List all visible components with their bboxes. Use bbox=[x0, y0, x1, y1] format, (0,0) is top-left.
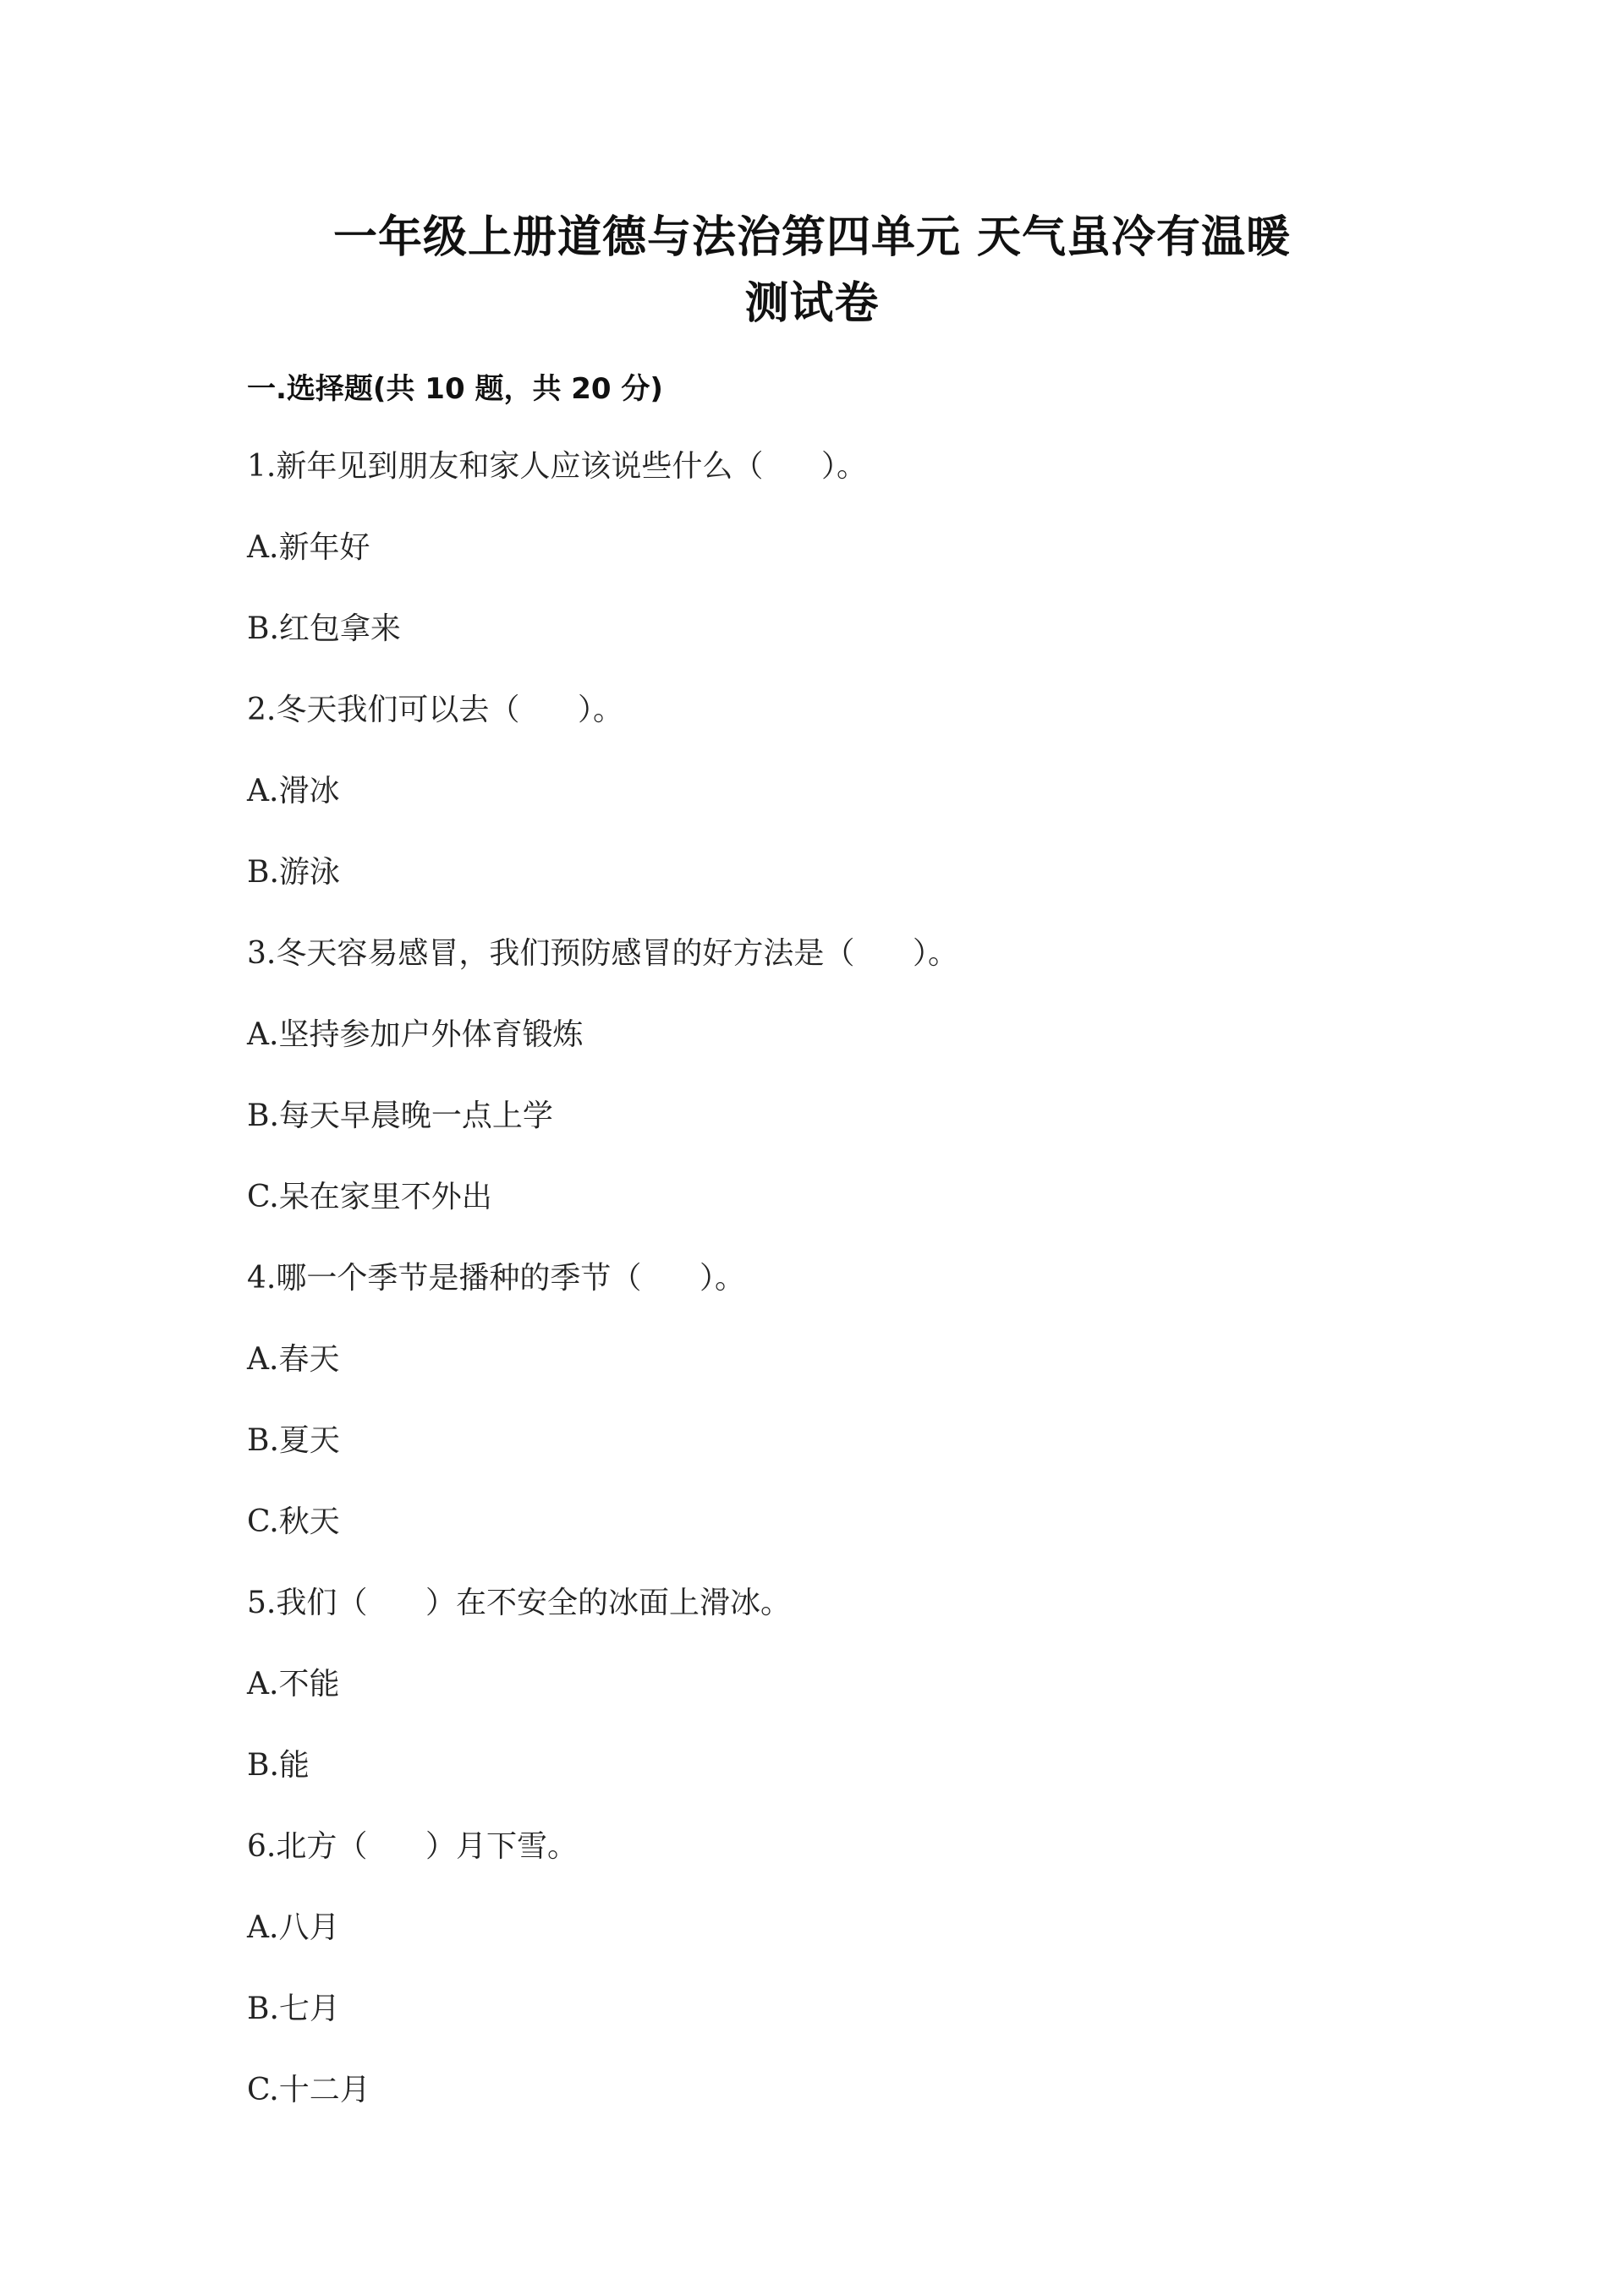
question-stem: 2.冬天我们可以去（ ）。 bbox=[247, 693, 624, 727]
answer-option: A.新年好 bbox=[247, 530, 370, 565]
question-stem: 4.哪一个季节是播种的季节（ ）。 bbox=[247, 1261, 746, 1296]
answer-option: B.能 bbox=[247, 1748, 310, 1783]
question-stem: 5.我们（ ）在不安全的冰面上滑冰。 bbox=[247, 1586, 792, 1620]
answer-option: B.游泳 bbox=[247, 855, 340, 890]
question-stem: 3.冬天容易感冒，我们预防感冒的好方法是（ ）。 bbox=[247, 936, 959, 971]
answer-option: B.红包拿来 bbox=[247, 611, 401, 646]
section-heading: 一.选择题(共 10 题，共 20 分) bbox=[247, 372, 663, 406]
page-title-line-1: 一年级上册道德与法治第四单元 天气虽冷有温暖 bbox=[332, 212, 1292, 263]
page-title-line-2: 测试卷 bbox=[744, 278, 880, 329]
answer-option: A.春天 bbox=[247, 1342, 340, 1377]
answer-option: B.七月 bbox=[247, 1992, 340, 2026]
answer-option: A.不能 bbox=[247, 1667, 340, 1701]
question-stem: 6.北方（ ）月下雪。 bbox=[247, 1829, 579, 1864]
answer-option: C.秋天 bbox=[247, 1504, 340, 1539]
answer-option: A.滑冰 bbox=[247, 774, 340, 808]
answer-option: A.坚持参加户外体育锻炼 bbox=[247, 1017, 584, 1052]
answer-option: C.呆在家里不外出 bbox=[247, 1180, 492, 1214]
answer-option: B.夏天 bbox=[247, 1423, 340, 1458]
question-list bbox=[247, 447, 1431, 2151]
answer-option: A.八月 bbox=[247, 1910, 340, 1945]
question-stem: 1.新年见到朋友和家人应该说些什么（ ）。 bbox=[247, 449, 868, 484]
answer-option: C.十二月 bbox=[247, 2073, 370, 2107]
answer-option: B.每天早晨晚一点上学 bbox=[247, 1099, 553, 1133]
